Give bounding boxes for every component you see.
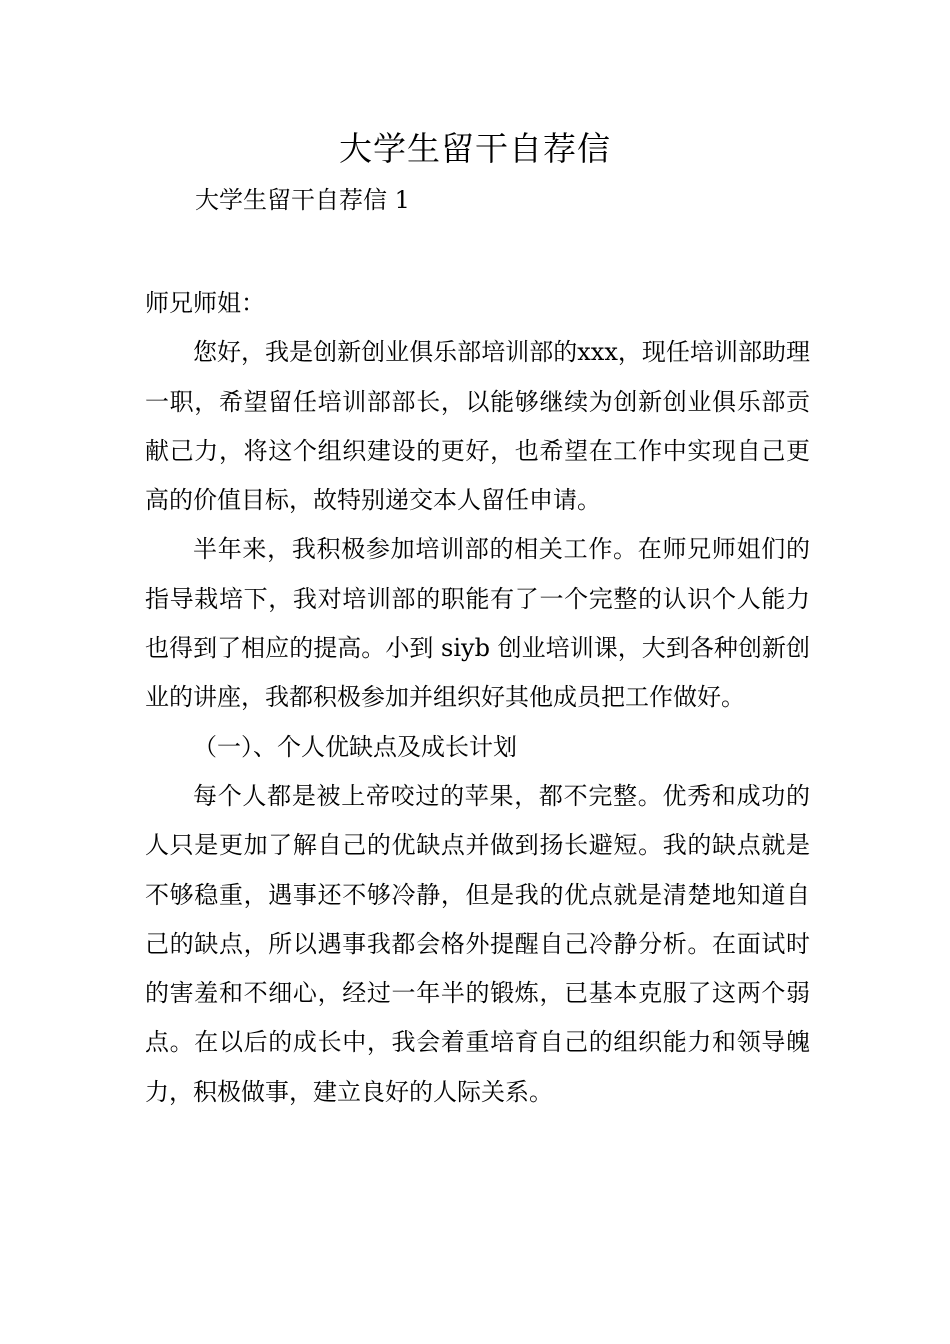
salutation: 师兄师姐： [145,289,265,317]
paragraph-intro: 您好，我是创新创业俱乐部培训部的xxx，现任培训部助理一职，希望留任培训部部长，以能够继续为创新创业俱乐部贡献己力，将这个组织建设的更好，也希望在工作中实现自己更高的价值目标，故特别递交本人留任申请。 [145,338,810,515]
document-body [145,279,810,1117]
paragraph-experience: 半年来，我积极参加培训部的相关工作。在师兄师姐们的指导栽培下，我对培训部的职能有了一个完整的认识个人能力也得到了相应的提高。小到 siyb 创业培训课，大到各种创新创业的讲座，我都积极参加并组织好其他成员把工作做好。 [145,535,810,712]
paragraph-strengths-weaknesses: 每个人都是被上帝咬过的苹果，都不完整。优秀和成功的人只是更加了解自己的优缺点并做到扬长避短。我的缺点就是不够稳重，遇事还不够冷静，但是我的优点就是清楚地知道自己的缺点，所以遇事我都会格外提醒自己冷静分析。在面试时的害羞和不细心，经过一年半的锻炼，已基本克服了这两个弱点。在以后的成长中，我会着重培育自己的组织能力和领导魄力，积极做事，建立良好的人际关系。 [145,781,810,1106]
section-heading: （一）、个人优缺点及成长计划 [193,732,517,761]
document-title: 大学生留干自荐信 [339,129,611,168]
document-subtitle: 大学生留干自荐信 1 [195,186,410,214]
